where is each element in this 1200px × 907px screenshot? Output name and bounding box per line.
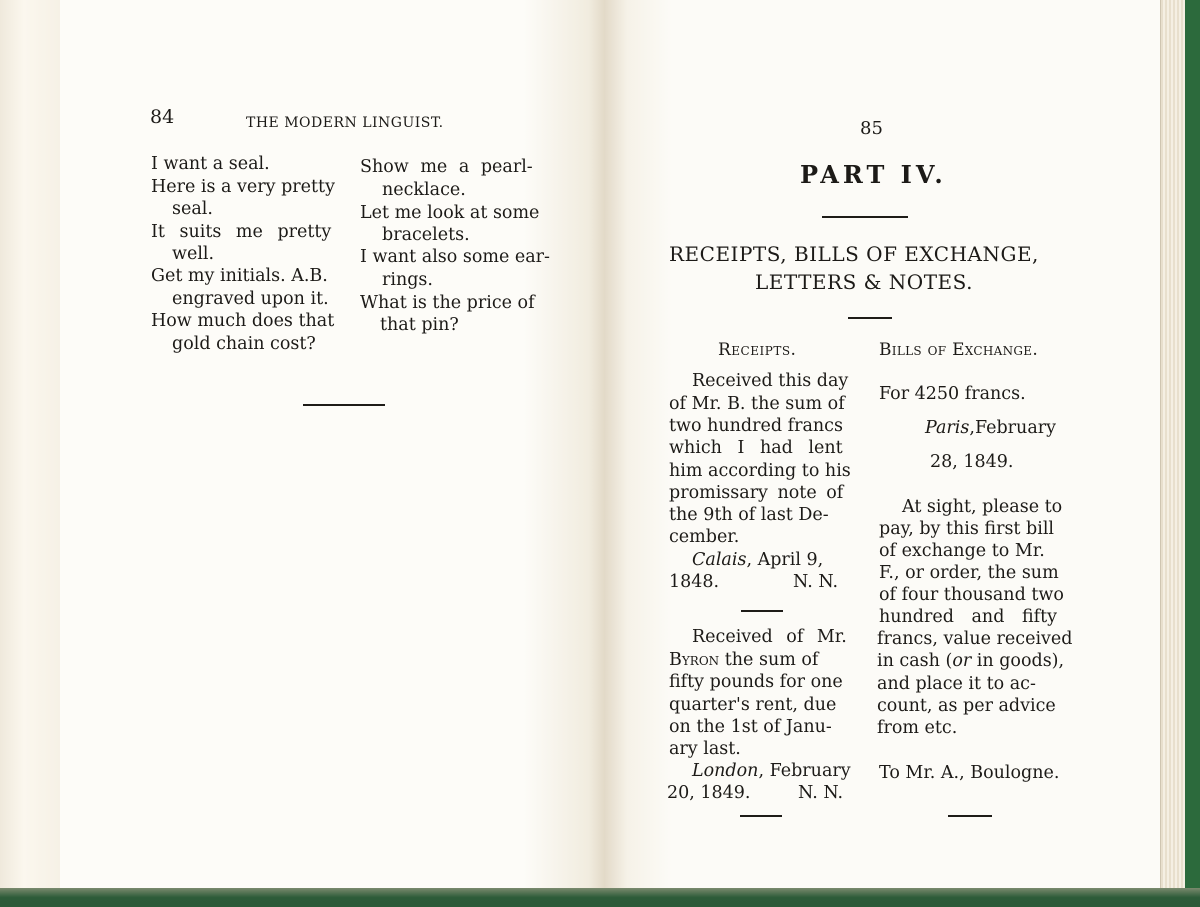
receipt1-line-4: which I had lent <box>669 438 843 458</box>
bill-date-a: ,February <box>969 418 1057 438</box>
bill-cash-or: or <box>952 651 972 671</box>
receipt2-signature: N. N. <box>798 783 844 803</box>
bill-body-line-8 <box>877 650 1064 672</box>
bill-body-line-7: francs, value received <box>877 629 1073 649</box>
bill-body-line-6: hundred and fifty <box>879 607 1058 627</box>
running-header: THE MODERN LINGUIST. <box>246 115 444 131</box>
part-rule <box>822 216 908 218</box>
receipt2-place: London <box>692 761 759 781</box>
col1-line-8: How much does that <box>151 311 335 331</box>
bill-place: Paris <box>925 418 970 438</box>
bill-body-line-11: from etc. <box>877 718 958 738</box>
right-page-number: 85 <box>860 118 883 139</box>
receipt2-line-5: on the 1st of Janu- <box>669 717 832 737</box>
receipt2-year: 20, 1849. <box>667 783 751 803</box>
receipts-heading: Receipts. <box>718 340 797 360</box>
left-page <box>60 0 605 888</box>
receipt2-date-a: , February <box>758 761 851 781</box>
col1-line-2: Here is a very pretty <box>151 177 335 197</box>
receipt2-line-1: Received of Mr. <box>692 627 847 647</box>
left-page-number: 84 <box>150 106 175 128</box>
bill-body-line-2: pay, by this first bill <box>879 519 1055 539</box>
receipts-end-rule <box>740 815 782 817</box>
col2-line-5: I want also some ear- <box>360 247 550 267</box>
part-title: PART IV. <box>800 160 947 189</box>
bill-body-line-5: of four thousand two <box>879 585 1064 605</box>
left-page-end-rule <box>303 404 385 406</box>
col2-line-1: Show me a pearl- <box>360 157 533 177</box>
bill-amount: For 4250 francs. <box>879 384 1026 404</box>
bills-end-rule <box>948 815 992 817</box>
receipt1-year: 1848. <box>669 572 720 592</box>
section-title-line-2: LETTERS & NOTES. <box>755 270 973 294</box>
receipt1-line-8: cember. <box>669 527 740 547</box>
col2-line-2: necklace. <box>382 180 466 200</box>
receipt2-line-2-rest: the sum of <box>724 650 819 670</box>
bill-body-line-9: and place it to ac- <box>877 674 1036 694</box>
receipt1-place: Calais <box>692 550 747 570</box>
receipt1-date-a: , April 9, <box>746 550 824 570</box>
bill-place-date <box>925 417 1056 439</box>
col1-line-6: Get my initials. A.B. <box>151 266 328 286</box>
receipt1-line-3: two hundred francs <box>669 416 843 436</box>
receipt2-line-2 <box>669 649 818 671</box>
receipt1-line-7: the 9th of last De- <box>669 505 829 525</box>
right-page-edges <box>1160 0 1186 895</box>
bill-body-line-3: of exchange to Mr. <box>879 541 1045 561</box>
left-page-edges <box>0 0 61 895</box>
receipt1-line-6: promissary note of <box>669 483 844 503</box>
col1-line-5: well. <box>172 244 215 264</box>
col2-line-8: that pin? <box>380 315 459 335</box>
col1-line-4: It suits me pretty <box>151 222 332 242</box>
receipt2-name: Byron <box>669 650 720 670</box>
col2-line-4: bracelets. <box>382 225 470 245</box>
section-title-line-1: RECEIPTS, BILLS OF EXCHANGE, <box>669 242 1039 266</box>
bill-body-line-10: count, as per advice <box>877 696 1056 716</box>
book-cover-bottom <box>0 888 1200 907</box>
receipt2-place-date <box>692 760 851 782</box>
bill-year: 28, 1849. <box>930 452 1014 472</box>
book-cover-right <box>1185 0 1200 907</box>
col1-line-9: gold chain cost? <box>172 334 316 354</box>
receipt1-place-date <box>692 549 823 571</box>
bills-heading: Bills of Exchange. <box>879 340 1039 360</box>
col2-line-3: Let me look at some <box>360 203 540 223</box>
col1-line-7: engraved upon it. <box>172 289 329 309</box>
receipt1-signature: N. N. <box>793 572 839 592</box>
bill-cash-a: in cash ( <box>877 651 953 671</box>
receipt2-line-4: quarter's rent, due <box>669 695 837 715</box>
bill-addressee: To Mr. A., Boulogne. <box>879 763 1060 783</box>
col2-line-7: What is the price of <box>360 293 535 313</box>
receipts-divider <box>741 610 783 612</box>
receipt2-line-3: fifty pounds for one <box>669 672 843 692</box>
bill-cash-b: in goods), <box>971 651 1065 671</box>
bill-body-line-4: F., or order, the sum <box>879 563 1059 583</box>
receipt1-line-1: Received this day <box>692 371 849 391</box>
receipt2-line-6: ary last. <box>669 739 741 759</box>
col1-line-1: I want a seal. <box>151 154 270 174</box>
section-rule <box>848 317 892 319</box>
col2-line-6: rings. <box>382 270 433 290</box>
col1-line-3: seal. <box>172 199 213 219</box>
bill-body-line-1: At sight, please to <box>902 497 1063 517</box>
receipt1-line-2: of Mr. B. the sum of <box>669 394 845 414</box>
receipt1-line-5: him according to his <box>669 461 851 481</box>
